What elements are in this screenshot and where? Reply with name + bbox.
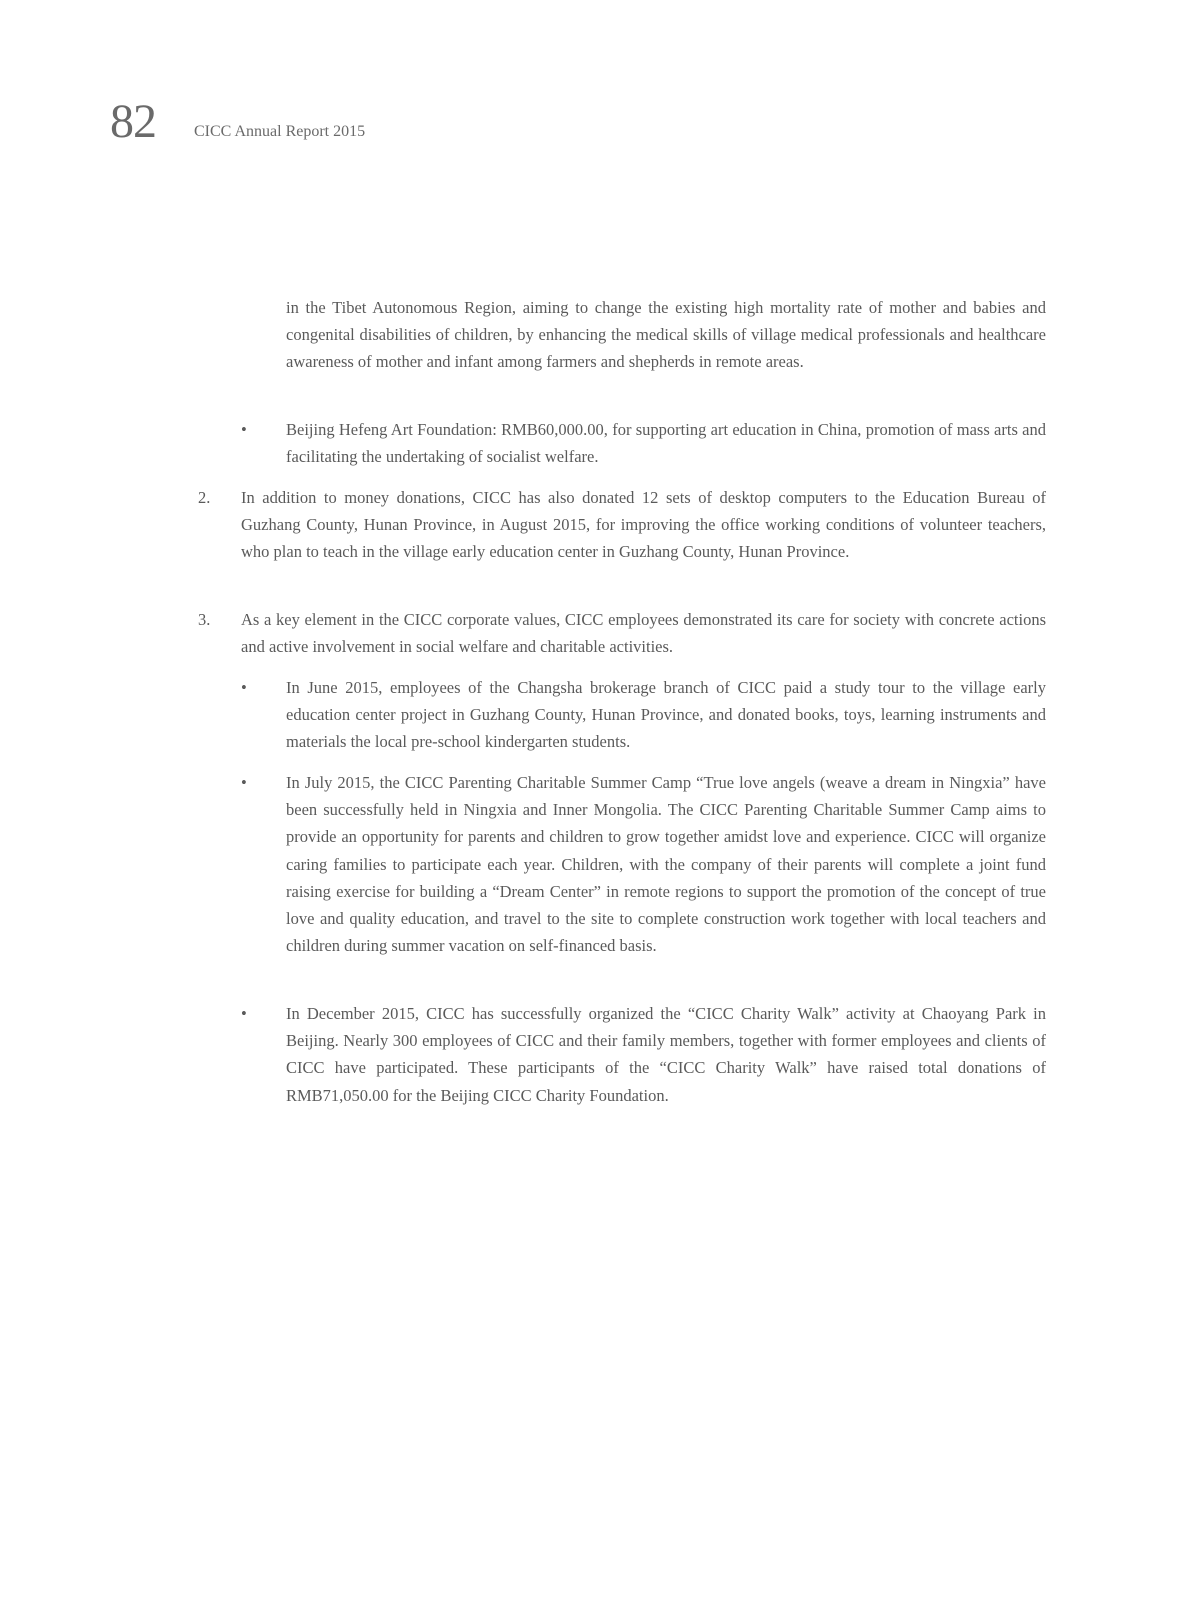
bullet-icon: • <box>241 773 247 792</box>
bullet-text: In June 2015, employees of the Changsha brokerage branch of CICC paid a study tour to the village early education center project in Guzhang County, Hunan Province, and donated books, toys, learning instruments and materials the local pre-school kindergarten students. <box>286 678 1046 752</box>
bullet-icon: • <box>241 1004 247 1023</box>
bullet-text: In July 2015, the CICC Parenting Charitable Summer Camp “True love angels (weave a dream in Ningxia” have been successfully held in Ningxia and Inner Mongolia. The CICC Parenting Charitable Summer Camp aims to provide an opportunity for parents and children to grow together amidst love and experience. CICC will organize caring families to participate each year. Children, with the company of their parents will complete a joint fund raising exercise for building a “Dream Center” in remote regions to support the promotion of the concept of true love and quality education, and travel to the site to complete construction work together with local teachers and children during summer vacation on self-financed basis. <box>286 773 1046 956</box>
list-item-3 <box>198 606 1046 660</box>
bullet-text: In December 2015, CICC has successfully organized the “CICC Charity Walk” activity at Chaoyang Park in Beijing. Nearly 300 employees of CICC and their family members, together with former employees and clients of CICC have participated. These participants of the “CICC Charity Walk” have raised total donations of RMB71,050.00 for the Beijing CICC Charity Foundation. <box>286 1004 1046 1105</box>
bullet-icon: • <box>241 678 247 697</box>
list-number: 3. <box>198 610 211 629</box>
bullet-icon: • <box>241 420 247 439</box>
bullet-text: Beijing Hefeng Art Foundation: RMB60,000.00, for supporting art education in China, promotion of mass arts and facilitating the undertaking of socialist welfare. <box>286 420 1046 467</box>
report-title: CICC Annual Report 2015 <box>194 123 366 140</box>
list-number: 2. <box>198 488 211 507</box>
list-item-text: In addition to money donations, CICC has also donated 12 sets of desktop computers to the Education Bureau of Guzhang County, Hunan Province, in August 2015, for improving the office working conditions of volunteer teachers, who plan to teach in the village early education center in Guzhang County, Hunan Province. <box>241 488 1046 562</box>
page-number: 82 <box>110 95 156 148</box>
continuation-paragraph: in the Tibet Autonomous Region, aiming to change the existing high mortality rate of mother and babies and congenital disabilities of children, by enhancing the medical skills of village medical professionals and healthcare awareness of mother and infant among farmers and shepherds in remote areas. <box>286 298 1046 372</box>
bullet-june <box>241 674 1046 756</box>
list-item-2 <box>198 484 1046 566</box>
list-item-text: As a key element in the CICC corporate values, CICC employees demonstrated its care for society with concrete actions and active involvement in social welfare and charitable activities. <box>241 610 1046 657</box>
bullet-july <box>241 769 1046 959</box>
bullet-december <box>241 1000 1046 1109</box>
bullet-hefeng <box>241 416 1046 470</box>
